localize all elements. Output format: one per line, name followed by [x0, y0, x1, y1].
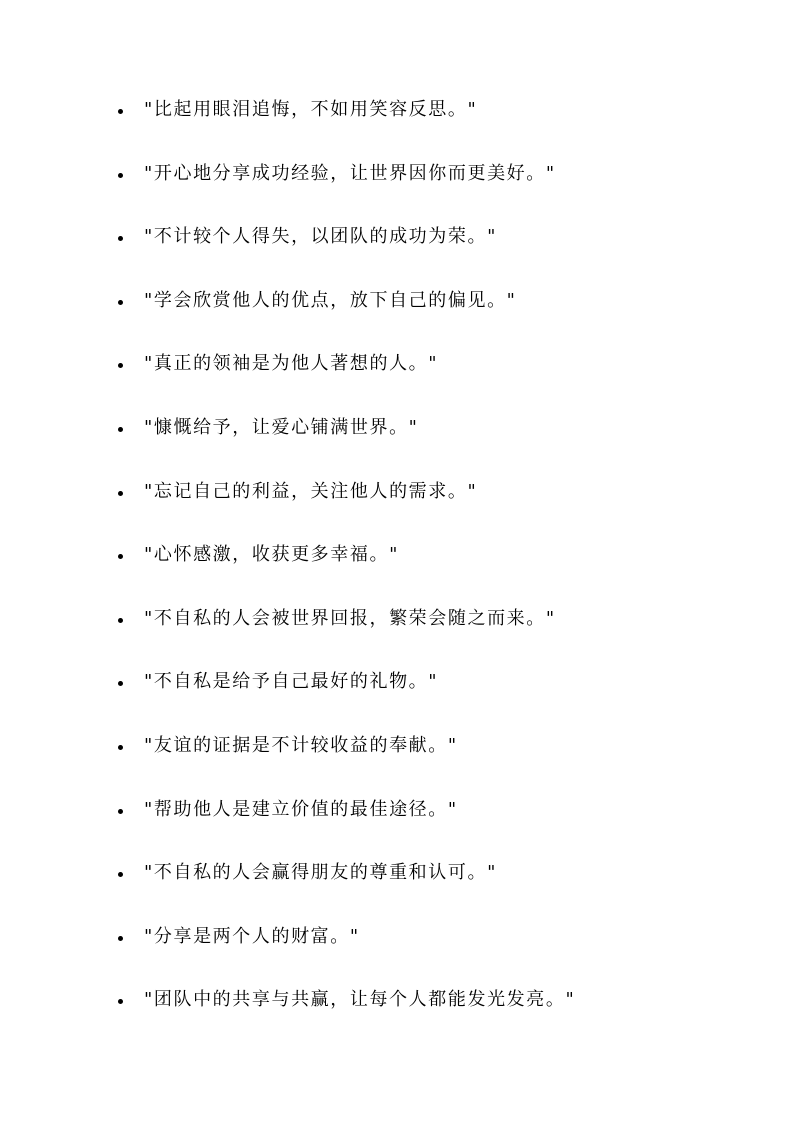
bullet-icon [118, 618, 123, 623]
bullet-icon [118, 554, 123, 559]
list-item [118, 348, 758, 379]
bullet-icon [118, 999, 123, 1004]
quote-text: "不自私的人会被世界回报，繁荣会随之而来。" [144, 607, 556, 629]
bullet-icon [118, 872, 123, 877]
quote-text: "帮助他人是建立价值的最佳途径。" [144, 798, 458, 820]
list-item [118, 921, 758, 952]
list-item [118, 666, 758, 697]
list-item [118, 476, 758, 507]
list-item [118, 158, 758, 189]
list-item [118, 794, 758, 825]
bullet-icon [118, 491, 123, 496]
list-item [118, 221, 758, 252]
quote-text: "比起用眼泪追悔，不如用笑容反思。" [144, 99, 478, 120]
quote-text: "不自私是给予自己最好的礼物。" [144, 671, 439, 693]
quote-text: "团队中的共享与共赢，让每个人都能发光发亮。" [144, 989, 576, 1011]
bullet-icon [118, 363, 123, 368]
bullet-icon [118, 173, 123, 178]
bullet-icon [118, 300, 123, 305]
quote-text: "心怀感激，收获更多幸福。" [144, 544, 399, 566]
quote-text: "忘记自己的利益，关注他人的需求。" [144, 480, 478, 502]
quote-list [118, 94, 758, 1048]
quote-text: "不自私的人会赢得朋友的尊重和认可。" [144, 862, 497, 884]
bullet-icon [118, 109, 123, 114]
list-item [118, 285, 758, 316]
bullet-icon [118, 745, 123, 750]
quote-text: "分享是两个人的财富。" [144, 925, 360, 947]
list-item [118, 857, 758, 888]
list-item [118, 539, 758, 570]
quote-text: "友谊的证据是不计较收益的奉献。" [144, 734, 458, 756]
list-item [118, 730, 758, 761]
bullet-icon [118, 936, 123, 941]
bullet-icon [118, 236, 123, 241]
list-item [118, 603, 758, 634]
quote-text: "不计较个人得失，以团队的成功为荣。" [144, 226, 497, 248]
list-item [118, 94, 758, 125]
quote-text: "学会欣赏他人的优点，放下自己的偏见。" [144, 289, 517, 311]
bullet-icon [118, 427, 123, 432]
quote-text: "真正的领袖是为他人著想的人。" [144, 353, 439, 375]
bullet-icon [118, 809, 123, 814]
quote-text: "慷慨给予，让爱心铺满世界。" [144, 416, 419, 438]
bullet-icon [118, 681, 123, 686]
quote-text: "开心地分享成功经验，让世界因你而更美好。" [144, 162, 556, 184]
list-item [118, 412, 758, 443]
list-item [118, 984, 758, 1015]
